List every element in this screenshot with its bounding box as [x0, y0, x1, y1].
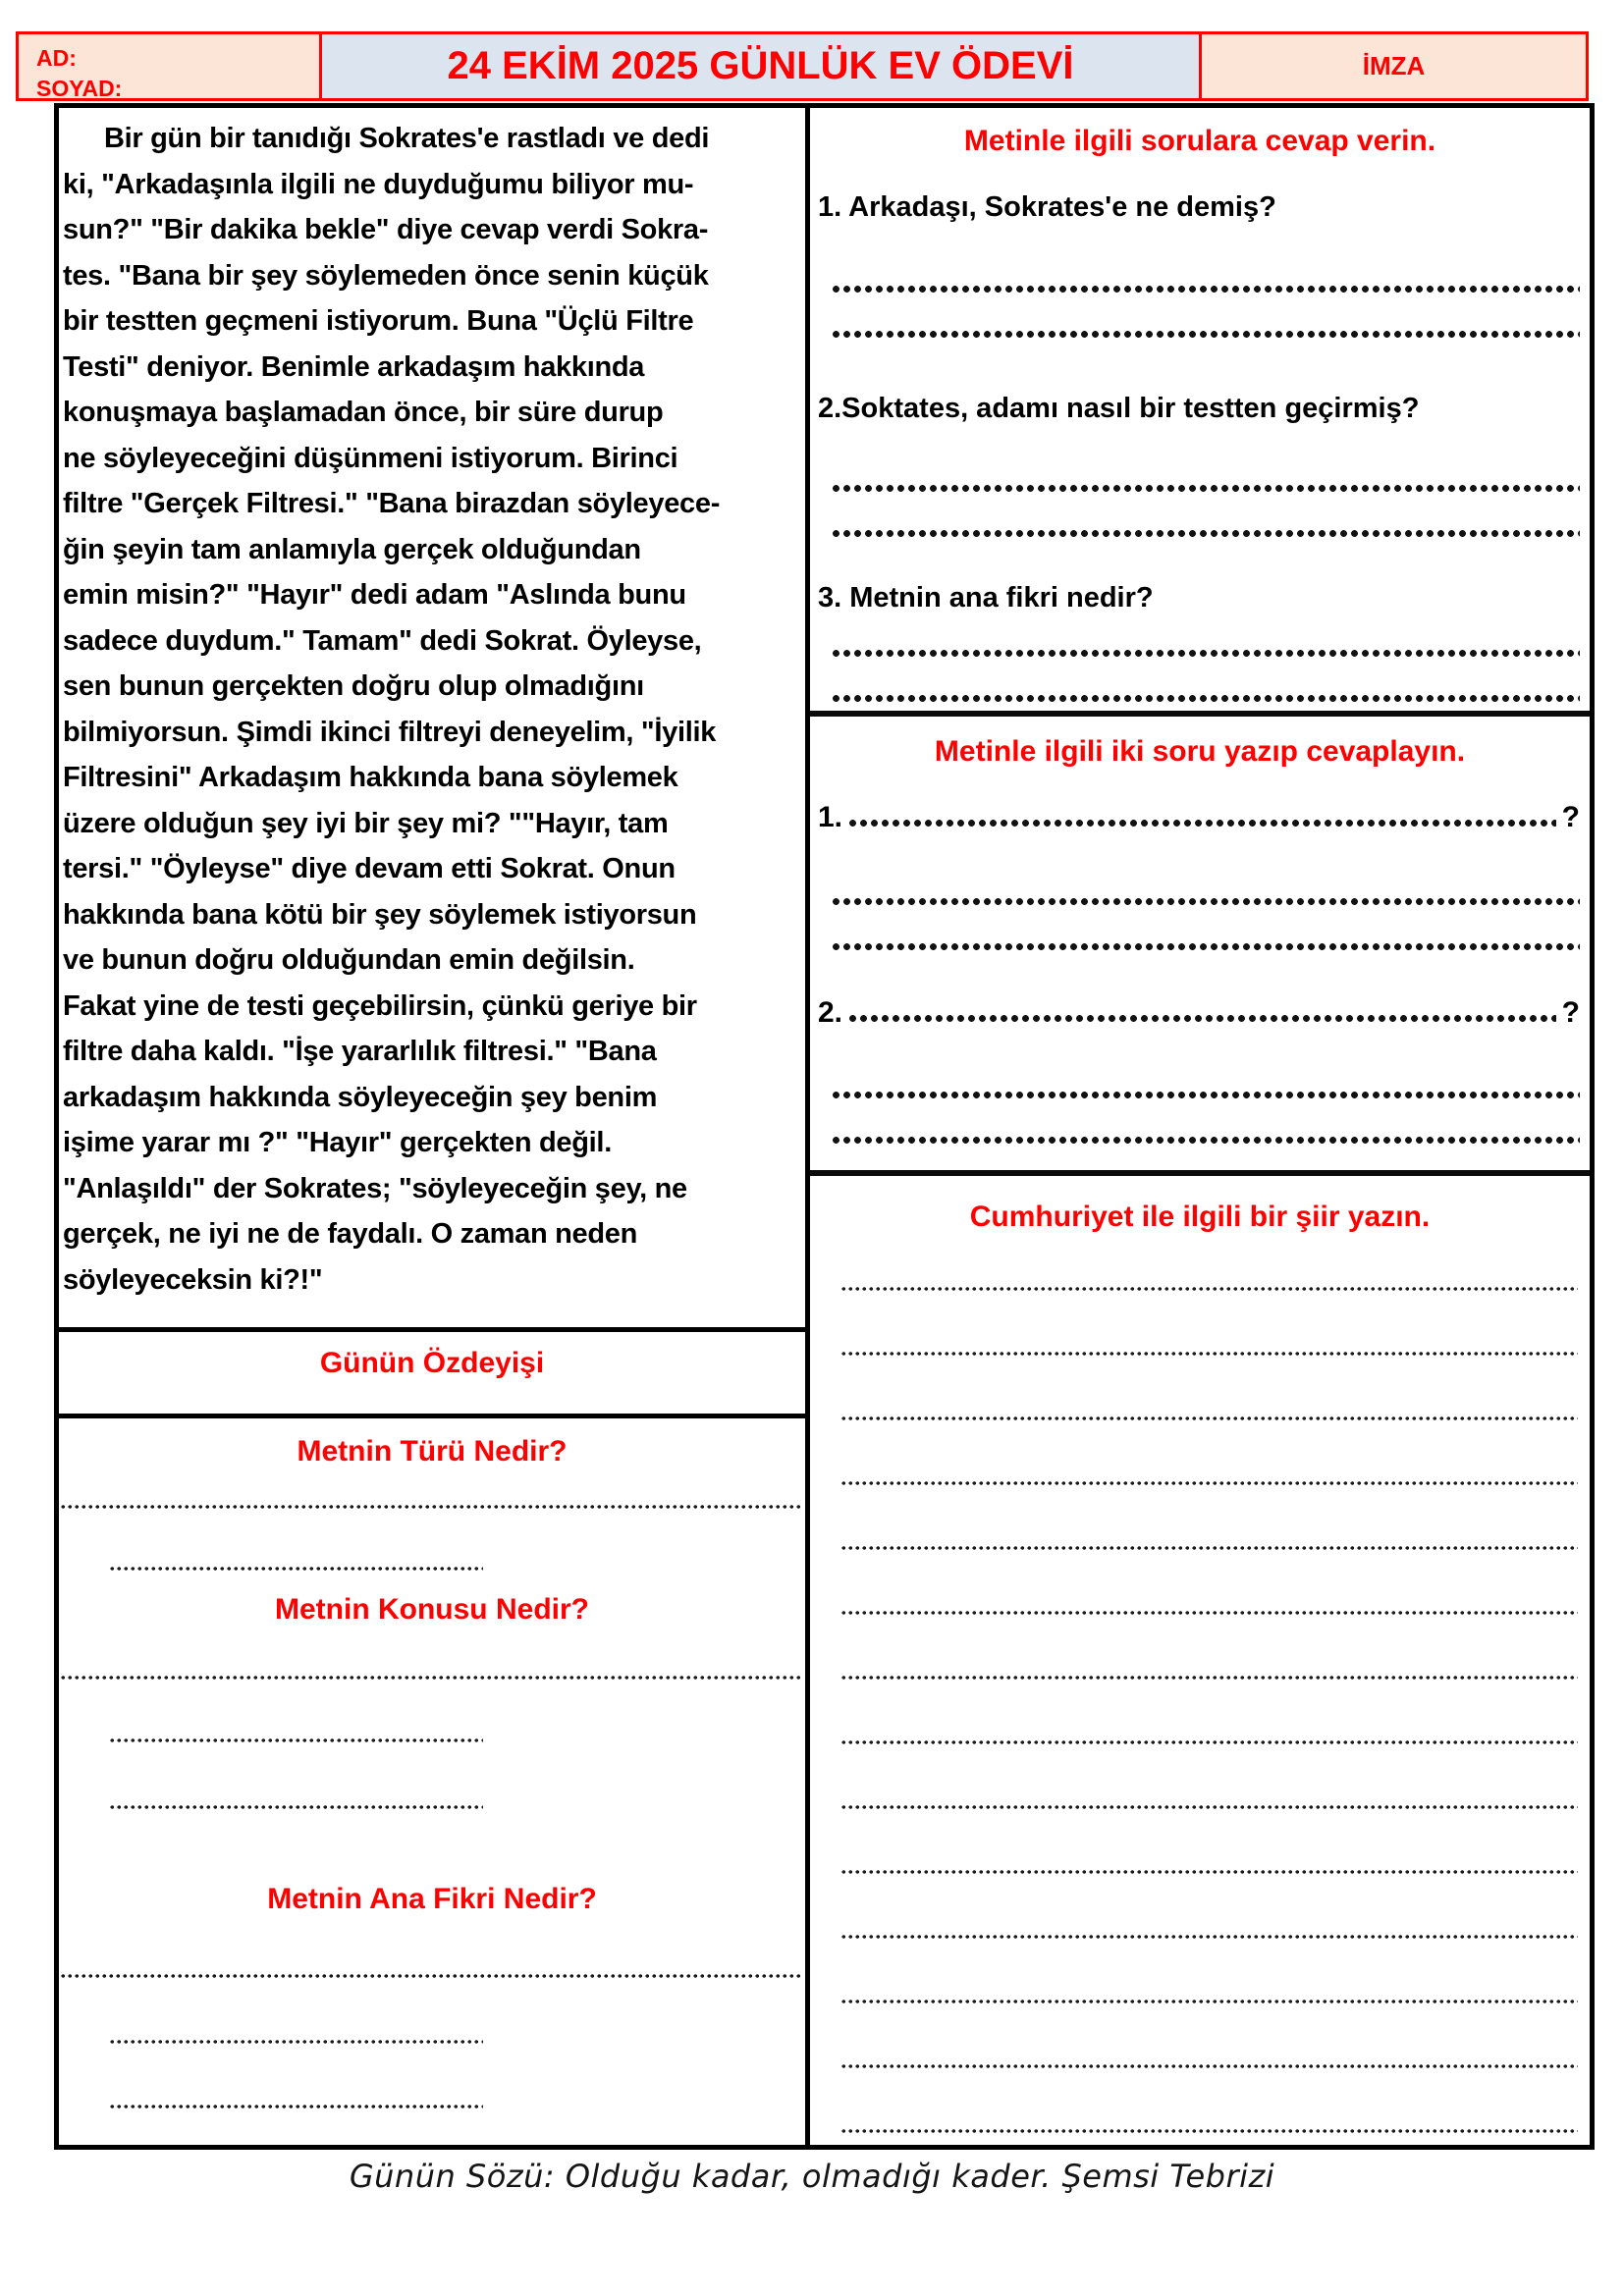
poem-line: [841, 1934, 1578, 1940]
question-slot-2: [810, 994, 1590, 1032]
question-blank-line: [848, 819, 1556, 828]
answer-line: [832, 484, 1580, 493]
answer-line: [832, 942, 1580, 951]
story-line: filtre "Gerçek Filtresi." "Bana birazdan söyleyece-: [63, 488, 721, 519]
answer-line: [110, 2104, 483, 2109]
story-line: emin misin?" "Hayır" dedi adam "Aslında bunu: [63, 579, 686, 611]
story-line: işime yarar mı ?" "Hayır" gerçekten değil.: [63, 1127, 612, 1158]
answer-line: [61, 1675, 801, 1681]
poem-section-title: Cumhuriyet ile ilgili bir şiir yazın.: [969, 1201, 1431, 1233]
story-line: Testi" deniyor. Benimle arkadaşım hakkında: [63, 350, 645, 383]
main-box: [54, 103, 1595, 2150]
homework-title: 24 EKİM 2025 GÜNLÜK EV ÖDEVİ: [319, 34, 1202, 98]
section-divider: [810, 711, 1590, 717]
poem-line: [841, 1545, 1578, 1551]
answer-line: [832, 1091, 1580, 1099]
story-line: sun?" "Bir dakika bekle" diye cevap verdi Sokra-: [63, 214, 709, 245]
quote-of-day-title: Günün Özdeyişi: [319, 1347, 545, 1379]
question-mark: ?: [1561, 801, 1580, 833]
questions-column: [810, 108, 1590, 2145]
story-line: Bir gün bir tanıdığı Sokrates'e rastladı ve dedi: [104, 123, 710, 154]
story-line: "Anlaşıldı" der Sokrates; "söyleyeceğin şey, ne: [63, 1172, 687, 1204]
story-column: [59, 108, 810, 2145]
answer-line: [110, 1566, 483, 1572]
question-blank-line: [848, 1014, 1556, 1023]
name-surname-cell: [19, 34, 319, 98]
story-line: sen bunun gerçekten doğru olup olmadığını: [63, 670, 644, 702]
answer-line: [832, 694, 1580, 703]
answer-line: [832, 529, 1580, 538]
answer-line: [61, 1973, 801, 1979]
story-line: tes. "Bana bir şey söylemeden önce senin küçük: [63, 259, 709, 292]
story-line: ğin şeyin tam anlamıyla gerçek olduğundan: [63, 533, 641, 565]
poem-line: [841, 1415, 1578, 1421]
poem-line: [841, 1480, 1578, 1486]
poem-line: [841, 1739, 1578, 1745]
surname-label: SOYAD:: [36, 76, 123, 98]
question-mark: ?: [1561, 996, 1580, 1029]
name-label: AD:: [36, 45, 77, 71]
slot-number: 1.: [818, 801, 843, 833]
poem-line: [841, 2063, 1578, 2069]
analysis-section: [59, 1418, 805, 2145]
text-subject-title: Metnin Konusu Nedir?: [275, 1593, 589, 1626]
signature-label: İMZA: [1202, 34, 1586, 98]
story-line: üzere olduğun şey iyi bir şey mi? ""Hayır, tam: [63, 807, 669, 839]
story-line: söyleyeceksin ki?!": [63, 1263, 323, 1296]
poem-line: [841, 1869, 1578, 1875]
poem-line: [841, 1999, 1578, 2004]
answer-line: [832, 285, 1580, 294]
story-line: filtre daha kaldı. "İşe yararlılık filtresi." "Bana: [63, 1036, 657, 1067]
qa-section-title: Metinle ilgili sorulara cevap verin.: [963, 125, 1436, 157]
question-3: 3. Metnin ana fikri nedir?: [818, 582, 1154, 614]
story-line: ve bunun doğru olduğundan emin değilsin.: [63, 944, 635, 976]
story-line: tersi." "Öyleyse" diye devam etti Sokrat. Onun: [63, 853, 676, 884]
answer-line: [832, 897, 1580, 906]
story-line: Filtresini" Arkadaşım hakkında bana söylemek: [63, 762, 678, 793]
story-line: sadece duydum." Tamam" dedi Sokrat. Öyleyse,: [63, 624, 702, 657]
main-idea-title: Metnin Ana Fikri Nedir?: [267, 1883, 597, 1915]
story-line: bir testten geçmeni istiyorum. Buna "Üçlü Filtre: [63, 305, 694, 337]
poem-line: [841, 1286, 1578, 1292]
write-questions-title: Metinle ilgili iki soru yazıp cevaplayın.: [934, 735, 1466, 768]
poem-line: [841, 1351, 1578, 1357]
story-line: arkadaşım hakkında söyleyeceğin şey benim: [63, 1081, 658, 1113]
answer-line: [110, 2039, 483, 2045]
answer-line: [832, 1136, 1580, 1145]
poem-line: [841, 1675, 1578, 1681]
section-divider: [810, 1170, 1590, 1176]
story-line: hakkında bana kötü bir şey söylemek istiyorsun: [63, 898, 697, 931]
text-type-title: Metnin Türü Nedir?: [297, 1435, 568, 1468]
poem-line: [841, 1804, 1578, 1810]
answer-line: [110, 1737, 483, 1743]
question-2: 2.Soktates, adamı nasıl bir testten geçirmiş?: [818, 393, 1420, 424]
story-text: [59, 108, 805, 1327]
quote-of-day-box: [59, 1327, 805, 1418]
answer-line: [832, 330, 1580, 339]
story-line: ki, "Arkadaşınla ilgili ne duyduğumu biliyor mu-: [63, 168, 694, 200]
header-row: [16, 31, 1589, 101]
question-1: 1. Arkadaşı, Sokrates'e ne demiş?: [818, 191, 1276, 223]
story-line: gerçek, ne iyi ne de faydalı. O zaman neden: [63, 1218, 638, 1250]
story-line: ne söyleyeceğini düşünmeni istiyorum. Birinci: [63, 442, 678, 474]
answer-line: [61, 1504, 801, 1510]
answer-line: [832, 649, 1580, 658]
question-slot-1: [810, 799, 1590, 836]
story-line: bilmiyorsun. Şimdi ikinci filtreyi deneyelim, "İyilik: [63, 716, 717, 748]
story-line: konuşmaya başlamadan önce, bir süre durup: [63, 397, 664, 428]
answer-line: [110, 1804, 483, 1810]
footer-quote: Günün Sözü: Olduğu kadar, olmadığı kader. Şemsi Tebrizi: [349, 2158, 1275, 2195]
poem-line: [841, 2128, 1578, 2134]
story-line: Fakat yine de testi geçebilirsin, çünkü geriye bir: [63, 989, 697, 1022]
slot-number: 2.: [818, 996, 843, 1029]
poem-line: [841, 1610, 1578, 1616]
